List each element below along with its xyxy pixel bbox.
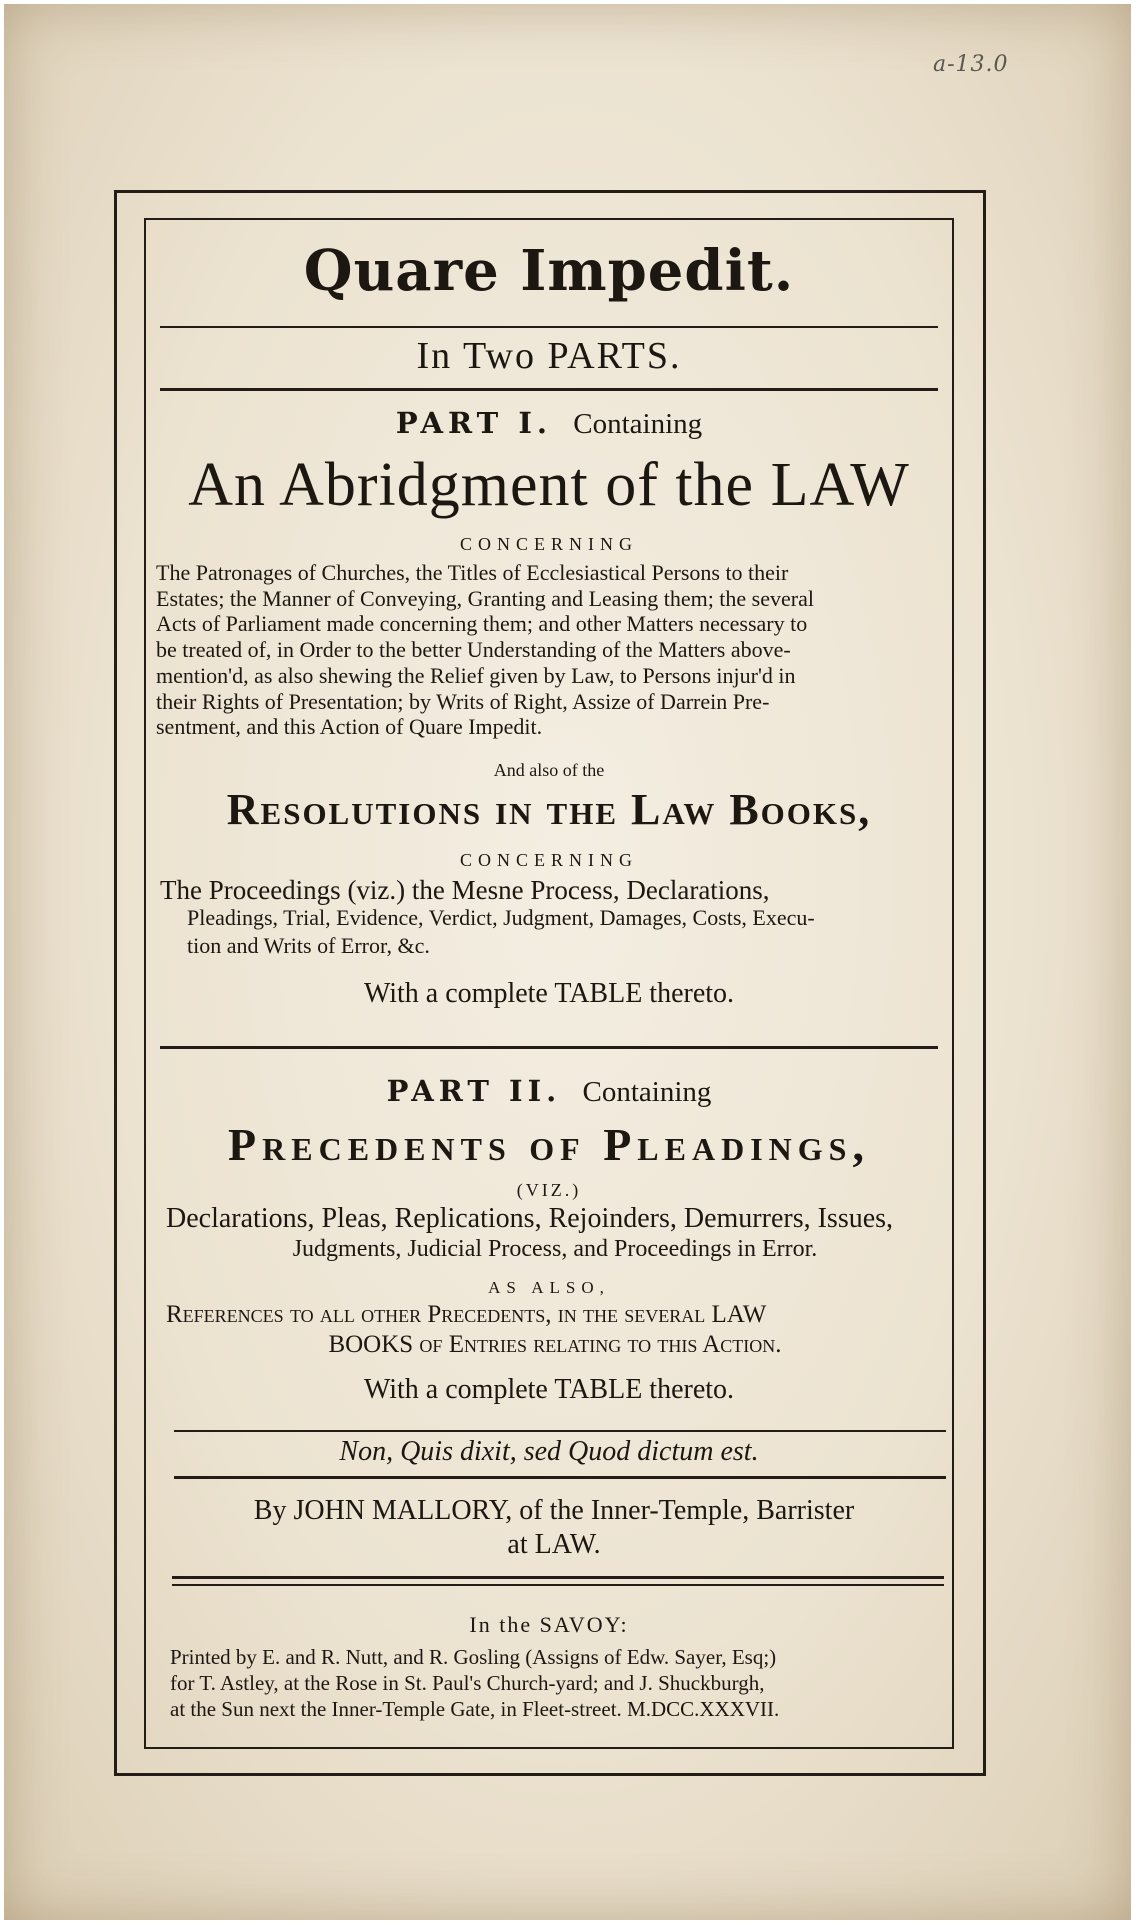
description-line: The Patronages of Churches, the Titles of Ecclesiastical Persons to their <box>156 560 789 585</box>
part1-containing: Containing <box>573 408 703 440</box>
imprint-line: for T. Astley, at the Rose in St. Paul's Church-yard; and J. Shuckburgh, <box>170 1671 765 1695</box>
part1-proceedings <box>160 876 938 960</box>
part2-references <box>166 1300 944 1360</box>
part2-heading-line <box>144 1074 954 1109</box>
author-line: By JOHN MALLORY, of the Inner-Temple, Barrister <box>253 1495 855 1526</box>
imprint-line: Printed by E. and R. Nutt, and R. Gosling (Assigns of Edw. Sayer, Esq;) <box>170 1645 777 1669</box>
rule-below-motto <box>174 1476 946 1479</box>
author <box>160 1494 948 1562</box>
references-line: BOOKS of Entries relating to this Action. <box>328 1331 782 1358</box>
part2-as-also: AS ALSO, <box>488 1278 610 1297</box>
part1-resolutions: Resolutions in the Law Books, <box>226 785 872 834</box>
description-line: Estates; the Manner of Conveying, Granting and Leasing them; the several <box>156 585 814 611</box>
rule-under-title <box>160 326 938 328</box>
items-line: Judgments, Judicial Process, and Proceedings in Error. <box>292 1236 818 1262</box>
author-line: at LAW. <box>507 1529 601 1560</box>
part1-main-title: An Abridgment of the LAW <box>188 451 910 519</box>
items-line: Declarations, Pleas, Replications, Rejoinders, Demurrers, Issues, <box>166 1203 894 1234</box>
references-line: References to all other Precedents, in the several LAW <box>166 1301 767 1328</box>
part2-table-line: With a complete TABLE thereto. <box>363 1374 735 1405</box>
description-line: be treated of, in Order to the better Understanding of the Matters above- <box>156 637 791 663</box>
part2-items <box>166 1204 944 1264</box>
rule-under-subtitle <box>160 388 938 391</box>
imprint-place: In the SAVOY: <box>469 1612 629 1637</box>
description-line: sentment, and this Action of Quare Impedit. <box>156 714 543 740</box>
part1-and-also: And also of the <box>493 760 605 780</box>
part1-heading-line <box>144 406 954 441</box>
part2-viz: (VIZ.) <box>516 1180 582 1200</box>
rule-above-motto <box>174 1430 946 1432</box>
proceedings-line: The Proceedings (viz.) the Mesne Process, Declarations, <box>160 875 770 905</box>
rule-above-imprint-thin <box>172 1584 944 1586</box>
part1-heading: PART I. <box>395 406 552 440</box>
part1-concerning: CONCERNING <box>459 534 638 554</box>
imprint <box>170 1644 948 1722</box>
subtitle: In Two PARTS. <box>416 335 682 377</box>
description-line: their Rights of Presentation; by Writs of Right, Assize of Darrein Pre- <box>156 688 770 714</box>
imprint-line: at the Sun next the Inner-Temple Gate, in Fleet-street. M.DCC.XXXVII. <box>170 1697 780 1721</box>
part1-table-line: With a complete TABLE thereto. <box>363 978 735 1009</box>
pencil-annotation: a-13.0 <box>933 52 1009 77</box>
description-line: Acts of Parliament made concerning them; and other Matters necessary to <box>156 611 808 637</box>
part2-heading: PART II. <box>386 1074 562 1108</box>
part1-concerning-2: CONCERNING <box>459 850 638 870</box>
part2-containing: Containing <box>582 1076 712 1108</box>
rule-between-parts <box>160 1046 938 1049</box>
rule-above-imprint <box>172 1576 944 1579</box>
proceedings-line: tion and Writs of Error, &c. <box>187 933 430 958</box>
motto: Non, Quis dixit, sed Quod dictum est. <box>339 1436 759 1467</box>
part1-description <box>156 560 938 740</box>
part2-main-title: Precedents of Pleadings, <box>228 1119 870 1170</box>
description-line: mention'd, as also shewing the Relief given by Law, to Persons injur'd in <box>156 662 796 688</box>
title: Quare Impedit. <box>303 238 795 304</box>
proceedings-line: Pleadings, Trial, Evidence, Verdict, Judgment, Damages, Costs, Execu- <box>187 905 815 930</box>
